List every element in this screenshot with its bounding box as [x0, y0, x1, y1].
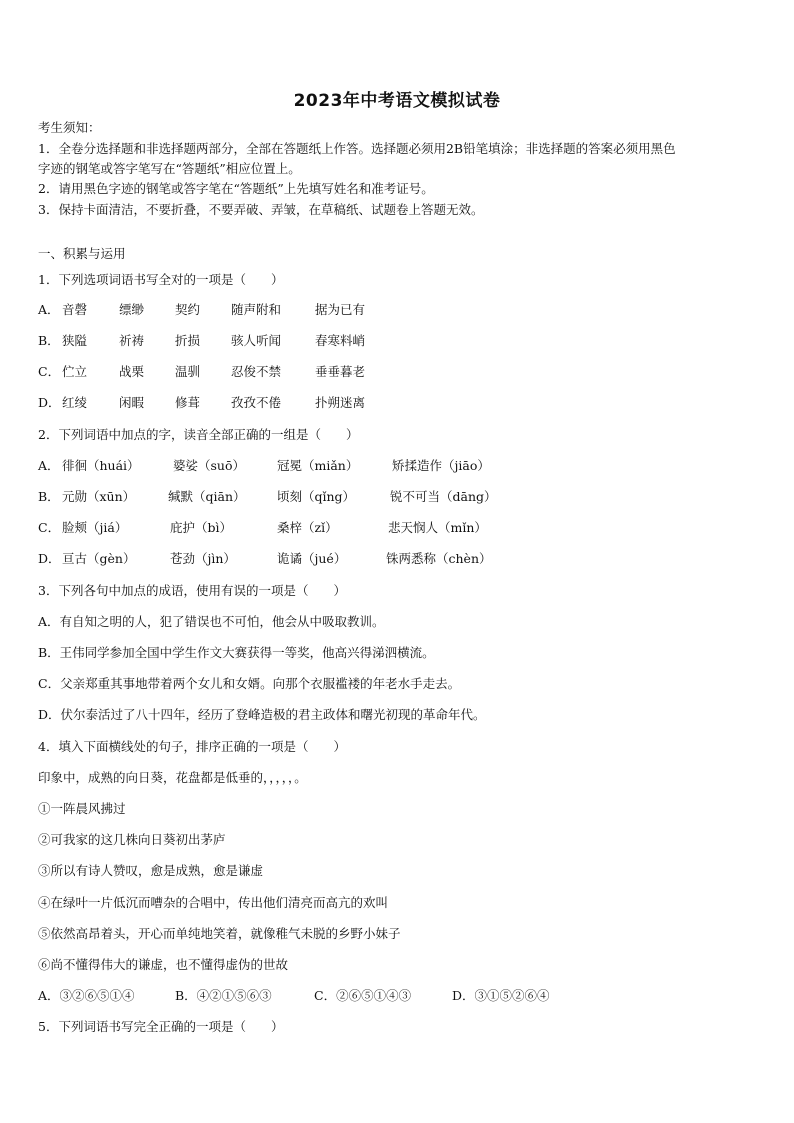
word-item: 温驯 — [175, 364, 201, 379]
q4-lead-sentence: 印象中，成熟的向日葵，花盘都是低垂的，，，，，。 — [38, 770, 307, 785]
pinyin-item: 锐不可当（dāng） — [390, 489, 497, 504]
q4-sentence: ③所以有诗人赞叹，愈是成熟，愈是谦虚 — [38, 863, 264, 878]
question-2-stem: 2．下列词语中加点的字，读音全部正确的一组是（ ） — [38, 427, 359, 442]
q3-option: D．伏尔泰活过了八十四年，经历了登峰造极的君主政体和曙光初现的革命年代。 — [38, 707, 486, 722]
pinyin-item: 苍劲（jìn） — [170, 551, 236, 566]
q4-option: A．③②⑥⑤①④ — [38, 988, 135, 1003]
word-item: 随声附和 — [231, 302, 282, 317]
word-item: 扑朔迷离 — [315, 395, 366, 410]
word-item: 红绫 — [62, 395, 88, 410]
q4-option: D．③①⑤②⑥④ — [452, 988, 550, 1003]
pinyin-item: 铢两悉称（chèn） — [386, 551, 492, 566]
option-label: B． — [38, 333, 60, 348]
word-item: 狭隘 — [62, 333, 88, 348]
notice-item: 3．保持卡面清洁，不要折叠，不要弄破、弄皱，在草稿纸、试题卷上答题无效。 — [38, 202, 484, 217]
q3-option: C．父亲郑重其事地带着两个女儿和女婿。向那个衣服褴褛的年老水手走去。 — [38, 676, 461, 691]
word-item: 忍俊不禁 — [231, 364, 282, 379]
pinyin-item: 桑梓（zǐ） — [277, 520, 338, 535]
q4-sentence: ②可我家的这几株向日葵初出茅庐 — [38, 832, 226, 847]
word-item: 战栗 — [119, 364, 145, 379]
word-item: 春寒料峭 — [315, 333, 366, 348]
word-item: 修葺 — [175, 395, 201, 410]
pinyin-item: 矫揉造作（jiāo） — [392, 458, 490, 473]
option-label: C． — [38, 364, 61, 379]
word-item: 孜孜不倦 — [231, 395, 282, 410]
question-3-stem: 3．下列各句中加点的成语，使用有误的一项是（ ） — [38, 583, 346, 598]
word-item: 契约 — [175, 302, 201, 317]
word-item: 缥缈 — [119, 302, 145, 317]
notice-heading: 考生须知： — [38, 120, 101, 135]
notice-item: 字迹的钢笔或答字笔写在“答题纸”相应位置上。 — [38, 161, 301, 176]
exam-title: 2023年中考语文模拟试卷 — [293, 91, 501, 111]
word-item: 据为已有 — [315, 302, 366, 317]
word-item: 音磬 — [62, 302, 88, 317]
word-item: 折损 — [175, 333, 201, 348]
q4-sentence: ⑤依然高昂着头，开心而单纯地笑着，就像稚气未脱的乡野小妹子 — [38, 926, 401, 941]
pinyin-item: 庇护（bì） — [170, 520, 232, 535]
q4-option: B．④②①⑤⑥③ — [175, 988, 272, 1003]
question-1-stem: 1．下列选项词语书写全对的一项是（ ） — [38, 272, 284, 287]
option-label: A． — [38, 458, 60, 473]
pinyin-item: 徘徊（huái） — [62, 458, 140, 473]
q4-sentence: ④在绿叶一片低沉而嘈杂的合唱中，传出他们清亮而高亢的欢叫 — [38, 895, 389, 910]
pinyin-item: 缄默（qiān） — [168, 489, 246, 504]
word-item: 祈祷 — [119, 333, 145, 348]
q4-sentence: ⑥尚不懂得伟大的谦虚，也不懂得虚伪的世故 — [38, 957, 289, 972]
pinyin-item: 脸颊（jiá） — [62, 520, 128, 535]
question-4-stem: 4．填入下面横线处的句子，排序正确的一项是（ ） — [38, 739, 346, 754]
q3-option: B．王伟同学参加全国中学生作文大赛获得一等奖，他高兴得涕泗横流。 — [38, 645, 435, 660]
pinyin-item: 冠冕（miǎn） — [277, 458, 359, 473]
word-item: 伫立 — [62, 364, 88, 379]
pinyin-item: 婆娑（suō） — [173, 458, 245, 473]
notice-item: 1．全卷分选择题和非选择题两部分，全部在答题纸上作答。选择题必须用2B铅笔填涂；非选择题的答案必须用黑色 — [38, 141, 676, 156]
pinyin-item: 悲天悯人（mǐn） — [388, 520, 487, 535]
option-label: C． — [38, 520, 61, 535]
pinyin-item: 顷刻（qǐng） — [277, 489, 356, 504]
word-item: 骇人听闻 — [231, 333, 282, 348]
pinyin-item: 元勋（xūn） — [62, 489, 136, 504]
q4-sentence: ①一阵晨风拂过 — [38, 801, 126, 816]
q3-option: A．有自知之明的人，犯了错误也不可怕，他会从中吸取教训。 — [38, 614, 385, 629]
option-label: B． — [38, 489, 60, 504]
section-heading: 一、积累与运用 — [38, 246, 126, 261]
pinyin-item: 亘古（gèn） — [62, 551, 136, 566]
option-label: A． — [38, 302, 60, 317]
word-item: 垂垂暮老 — [315, 364, 366, 379]
question-5-stem: 5．下列词语书写完全正确的一项是（ ） — [38, 1019, 284, 1034]
q4-option: C．②⑥⑤①④③ — [314, 988, 412, 1003]
pinyin-item: 诡谲（jué） — [277, 551, 347, 566]
word-item: 闲暇 — [119, 395, 145, 410]
option-label: D． — [38, 395, 61, 410]
notice-item: 2．请用黑色字迹的钢笔或答字笔在“答题纸”上先填写姓名和准考证号。 — [38, 181, 434, 196]
option-label: D． — [38, 551, 61, 566]
